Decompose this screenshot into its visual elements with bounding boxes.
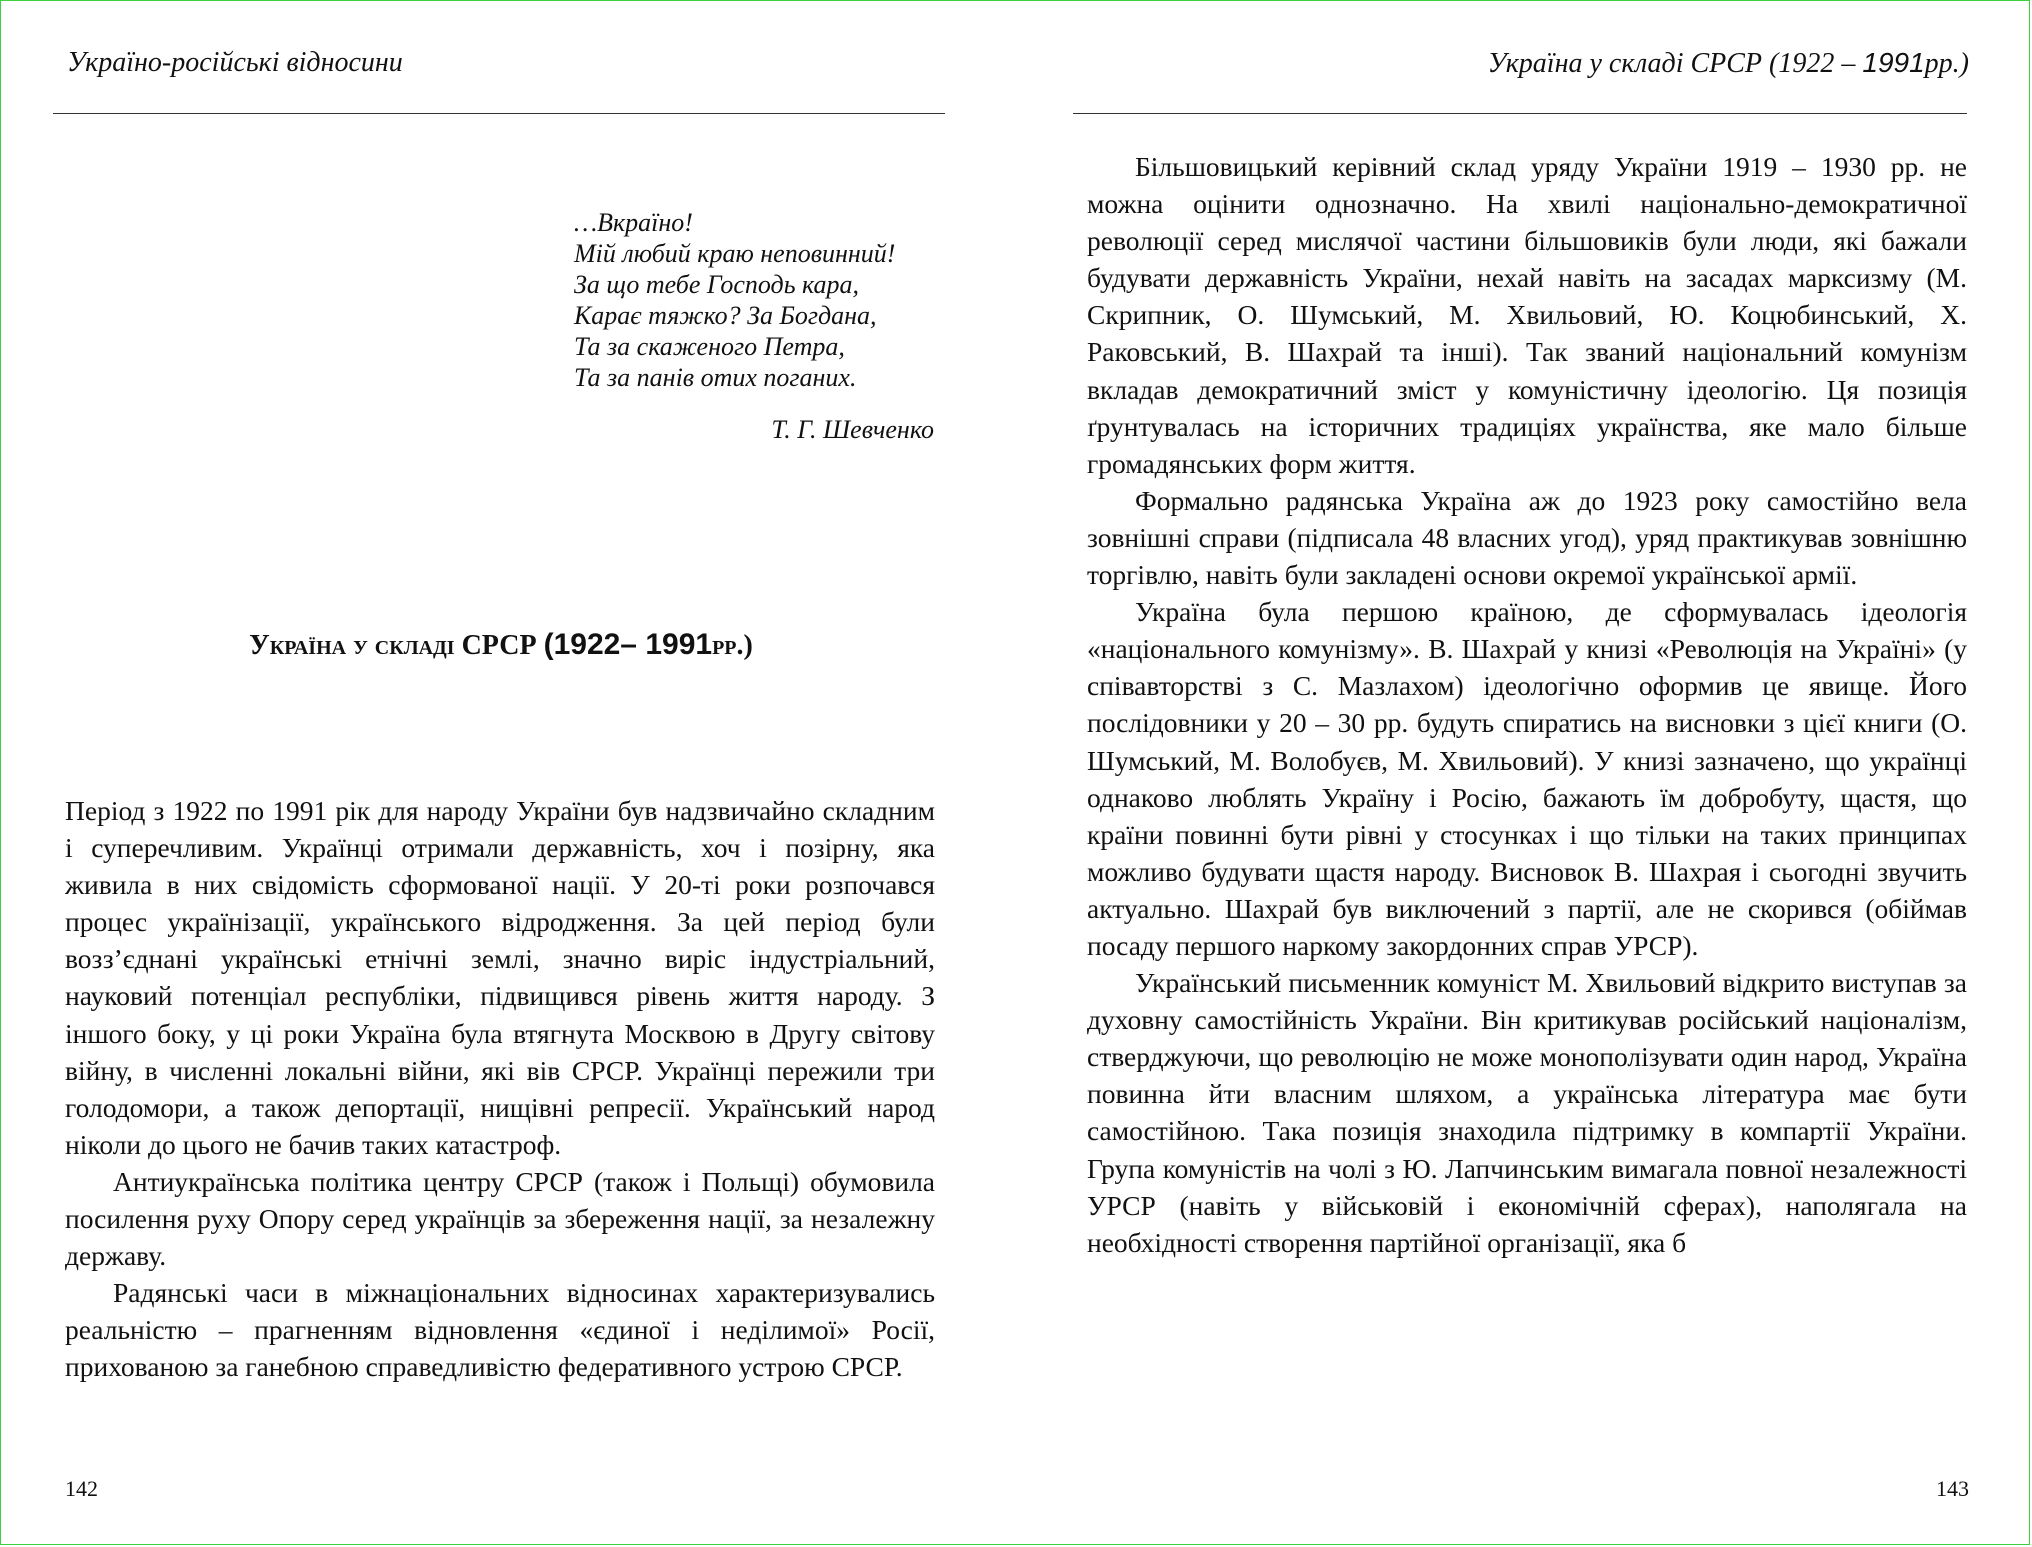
epigraph-line: …Вкраїно!: [574, 208, 693, 237]
paragraph: Формально радянська Україна аж до 1923 року самостійно вела зовнішні справи (підписала 48 власних угод), уряд практикував зовнішню торгівлю, навіть були закладені основи окремої української армії.: [1087, 484, 1967, 591]
page-number-right: 143: [1936, 1476, 1969, 1501]
left-page: [1, 1, 1001, 1546]
epigraph-line: Та за скаженого Петра,: [574, 332, 845, 361]
epigraph-line: Карає тяжко? За Богдана,: [574, 301, 877, 330]
body-text-right: [1087, 148, 1967, 1261]
paragraph: Більшовицький керівний склад уряду України 1919 – 1930 рр. не можна оцінити однозначно. На хвилі національно-демократичної революції серед мислячої частини більшовиків були люди, які бажали будувати державність України, нехай навіть на засадах марксизму (М. Скрипник, О. Шумський, М. Хвильовий, Ю. Коцюбинський, Х. Раковський, В. Шахрай та інші). Так званий національний комунізм вкладав демократичний зміст у комуністичну ідеологію. Ця позиція ґрунтувалась на історичних традиціях українства, яке мало більше громадянських форм життя.: [1087, 151, 1967, 479]
epigraph-line: Та за панів отих поганих.: [574, 363, 857, 392]
epigraph-line: Мій любий краю неповинний!: [574, 239, 896, 268]
running-head-right: [1488, 45, 1969, 82]
paragraph: Радянські часи в міжнаціональних відносинах характеризувались реальністю – прагненням відновлення «єдиної і неділимої» Росії, прихованою за ганебною справедливістю федеративного устрою СРСР.: [65, 1277, 935, 1383]
running-head-left: Україно-російські відносини: [67, 47, 403, 78]
epigraph-line: За що тебе Господь кара,: [574, 270, 860, 299]
header-rule-right: [1073, 113, 1967, 114]
running-head-right-text: Україна у складі СРСР (1922 –: [1487, 48, 1863, 79]
running-head-right-year: 1991: [1862, 47, 1925, 78]
chapter-title-suffix: рр.): [712, 630, 753, 661]
epigraph-author: Т. Г. Шевченко: [771, 415, 934, 444]
epigraph: [574, 207, 934, 445]
chapter-title-words: Україна у складі СРСР: [249, 630, 537, 661]
right-page: [1017, 1, 2031, 1546]
paragraph: Антиукраїнська політика центру СРСР (також і Польщі) обумовила посилення руху Опору серед українців за збереження нації, за незалежну державу.: [65, 1165, 935, 1272]
paragraph: Період з 1922 по 1991 рік для народу України був надзвичайно складним і суперечливим. Українці отримали державність, хоч і позірну, яка живила в них свідомість сформованої нації. У 20-ті роки розпочався процес українізації, українського відродження. За цей період були возз’єднані українські етнічні землі, значно виріс індустріальний, науковий потенціал республіки, підвищився рівень життя народу. З іншого боку, у ці роки Україна була втягнута Москвою в Другу світову війну, в численні локальні війни, які вів СРСР. Українці пережили три голодомори, а також депортації, нищівні репресії. Український народ ніколи до цього не бачив таких катастроф.: [65, 795, 935, 1160]
body-text-left: [65, 792, 935, 1386]
chapter-title: [1, 627, 1001, 664]
paragraph: Україна була першою країною, де сформувалась ідеологія «національного комунізму». В. Шахрай у книзі «Революція на Україні» (у співавторстві з С. Мазлахом) ідеологічно оформив це явище. Його послідовники у 20 – 30 рр. будуть спиратись на висновки з цієї книги (О. Шумський, М. Волобуєв, М. Хвильовий). У книзі зазначено, що українці однаково люблять Україну і Росію, бажають їм добробуту, щастя, що країни повинні бути рівні у стосунках і що тільки на таких принципах можливо будувати щастя народу. Висновок В. Шахрая і сьогодні звучить актуально. Шахрай був виключений з партії, але не скорився (обіймав посаду першого наркому закордонних справ УРСР).: [1087, 596, 1967, 961]
page-number-left: 142: [65, 1476, 98, 1501]
chapter-title-years: (1922– 1991: [543, 628, 713, 661]
header-rule-left: [53, 113, 945, 114]
paragraph: Український письменник комуніст М. Хвильовий відкрито виступав за духовну самостійність України. Він критикував російський націоналізм, стверджуючи, що революцію не може монополізувати один народ, Україна повинна йти власним шляхом, а українська література має бути самостійною. Така позиція знаходила підтримку в компартії України. Група комуністів на чолі з Ю. Лапчинським вимагала повної незалежності УРСР (навіть у військовій і економічній сферах), наполягала на необхідності створення партійної організації, яка б: [1087, 967, 1967, 1258]
running-head-right-suffix: рр.): [1924, 48, 1969, 79]
